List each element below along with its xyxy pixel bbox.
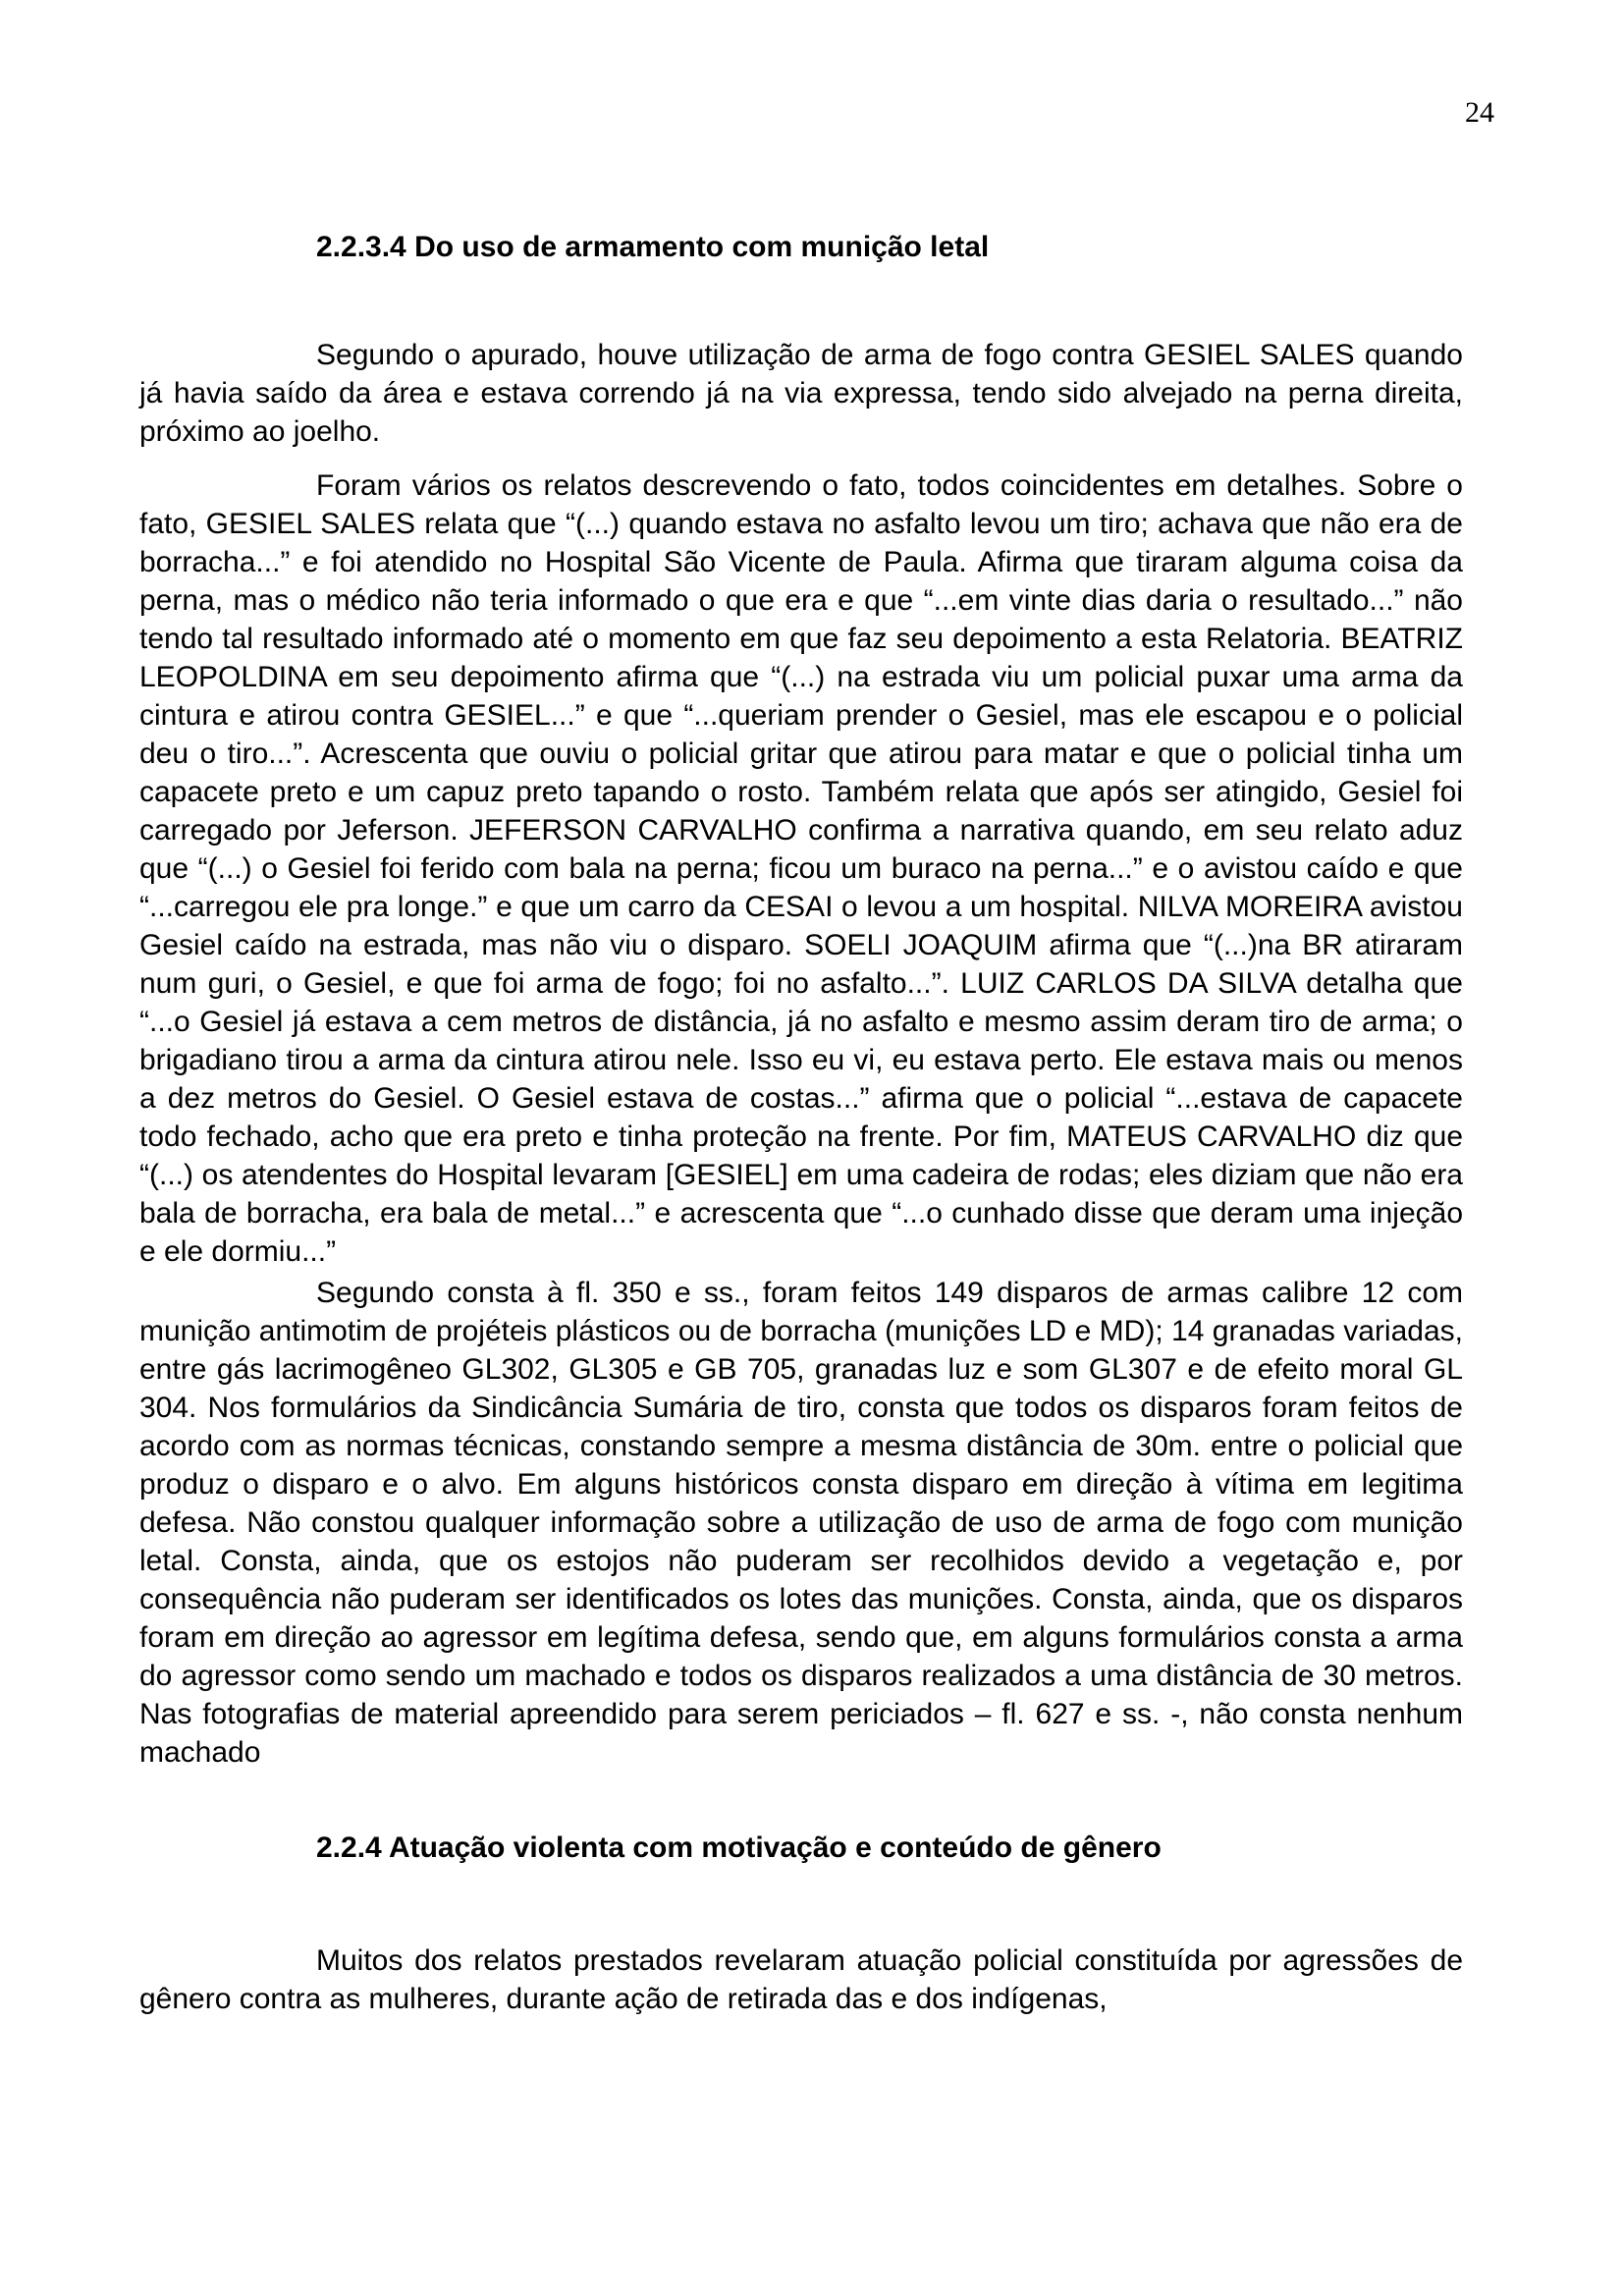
- paragraph-relatos-testemunhas: Foram vários os relatos descrevendo o fato, todos coincidentes em detalhes. Sobre o fato, GESIEL SALES relata que “(...) quando estava no asfalto levou um tiro; achava que não era de borracha...” e foi atendido no Hospital São Vicente de Paula. Afirma que tiraram alguma coisa da perna, mas o médico não teria informado o que era e que “...em vinte dias daria o resultado...” não tendo tal resultado informado até o momento em que faz seu depoimento a esta Relatoria. BEATRIZ LEOPOLDINA em seu depoimento afirma que “(...) na estrada viu um policial puxar uma arma da cintura e atirou contra GESIEL...” e que “...queriam prender o Gesiel, mas ele escapou e o policial deu o tiro...”. Acrescenta que ouviu o policial gritar que atirou para matar e que o policial tinha um capacete preto e um capuz preto tapando o rosto. Também relata que após ser atingido, Gesiel foi carregado por Jeferson. JEFERSON CARVALHO confirma a narrativa quando, em seu relato aduz que “(...) o Gesiel foi ferido com bala na perna; ficou um buraco na perna...” e o avistou caído e que “...carregou ele pra longe.” e que um carro da CESAI o levou a um hospital. NILVA MOREIRA avistou Gesiel caído na estrada, mas não viu o disparo. SOELI JOAQUIM afirma que “(...)na BR atiraram num guri, o Gesiel, e que foi arma de fogo; foi no asfalto...”. LUIZ CARLOS DA SILVA detalha que “...o Gesiel já estava a cem metros de distância, já no asfalto e mesmo assim deram tiro de arma; o brigadiano tirou a arma da cintura atirou nele. Isso eu vi, eu estava perto. Ele estava mais ou menos a dez metros do Gesiel. O Gesiel estava de costas...” afirma que o policial “...estava de capacete todo fechado, acho que era preto e tinha proteção na frente. Por fim, MATEUS CARVALHO diz que “(...) os atendentes do Hospital levaram [GESIEL] em uma cadeira de rodas; eles diziam que não era bala de borracha, era bala de metal...” e acrescenta que “...o cunhado disse que deram uma injeção e ele dormiu...”: [139, 469, 1463, 1268]
- document-content: [139, 0, 1463, 2018]
- paragraph-disparos-sindicancia: Segundo consta à fl. 350 e ss., foram feitos 149 disparos de armas calibre 12 com munição antimotim de projéteis plásticos ou de borracha (munições LD e MD); 14 granadas variadas, entre gás lacrimogêneo GL302, GL305 e GB 705, granadas luz e som GL307 e de efeito moral GL 304. Nos formulários da Sindicância Sumária de tiro, consta que todos os disparos foram feitos de acordo com as normas técnicas, constando sempre a mesma distância de 30m. entre o policial que produz o disparo e o alvo. Em alguns históricos consta disparo em direção à vítima em legitima defesa. Não constou qualquer informação sobre a utilização de uso de arma de fogo com munição letal. Consta, ainda, que os estojos não puderam ser recolhidos devido a vegetação e, por consequência não puderam ser identificados os lotes das munições. Consta, ainda, que os disparos foram em direção ao agressor em legítima defesa, sendo que, em alguns formulários consta a arma do agressor como sendo um machado e todos os disparos realizados a uma distância de 30 metros. Nas fotografias de material apreendido para serem periciados – fl. 627 e ss. -, não consta nenhum machado: [139, 1277, 1463, 1769]
- page-number: 24: [1465, 96, 1494, 129]
- section-heading-atuacao-violenta-genero: 2.2.4 Atuação violenta com motivação e conteúdo de gênero: [316, 1831, 1162, 1864]
- section-heading-armamento-municao-letal: 2.2.3.4 Do uso de armamento com munição letal: [316, 231, 990, 263]
- paragraph-gesiel-alvejado: Segundo o apurado, houve utilização de arma de fogo contra GESIEL SALES quando já havia saído da área e estava correndo já na via expressa, tendo sido alvejado na perna direita, próximo ao joelho.: [139, 339, 1463, 448]
- paragraph-agressoes-genero: Muitos dos relatos prestados revelaram atuação policial constituída por agressões de gênero contra as mulheres, durante ação de retirada das e dos indígenas,: [139, 1944, 1463, 2015]
